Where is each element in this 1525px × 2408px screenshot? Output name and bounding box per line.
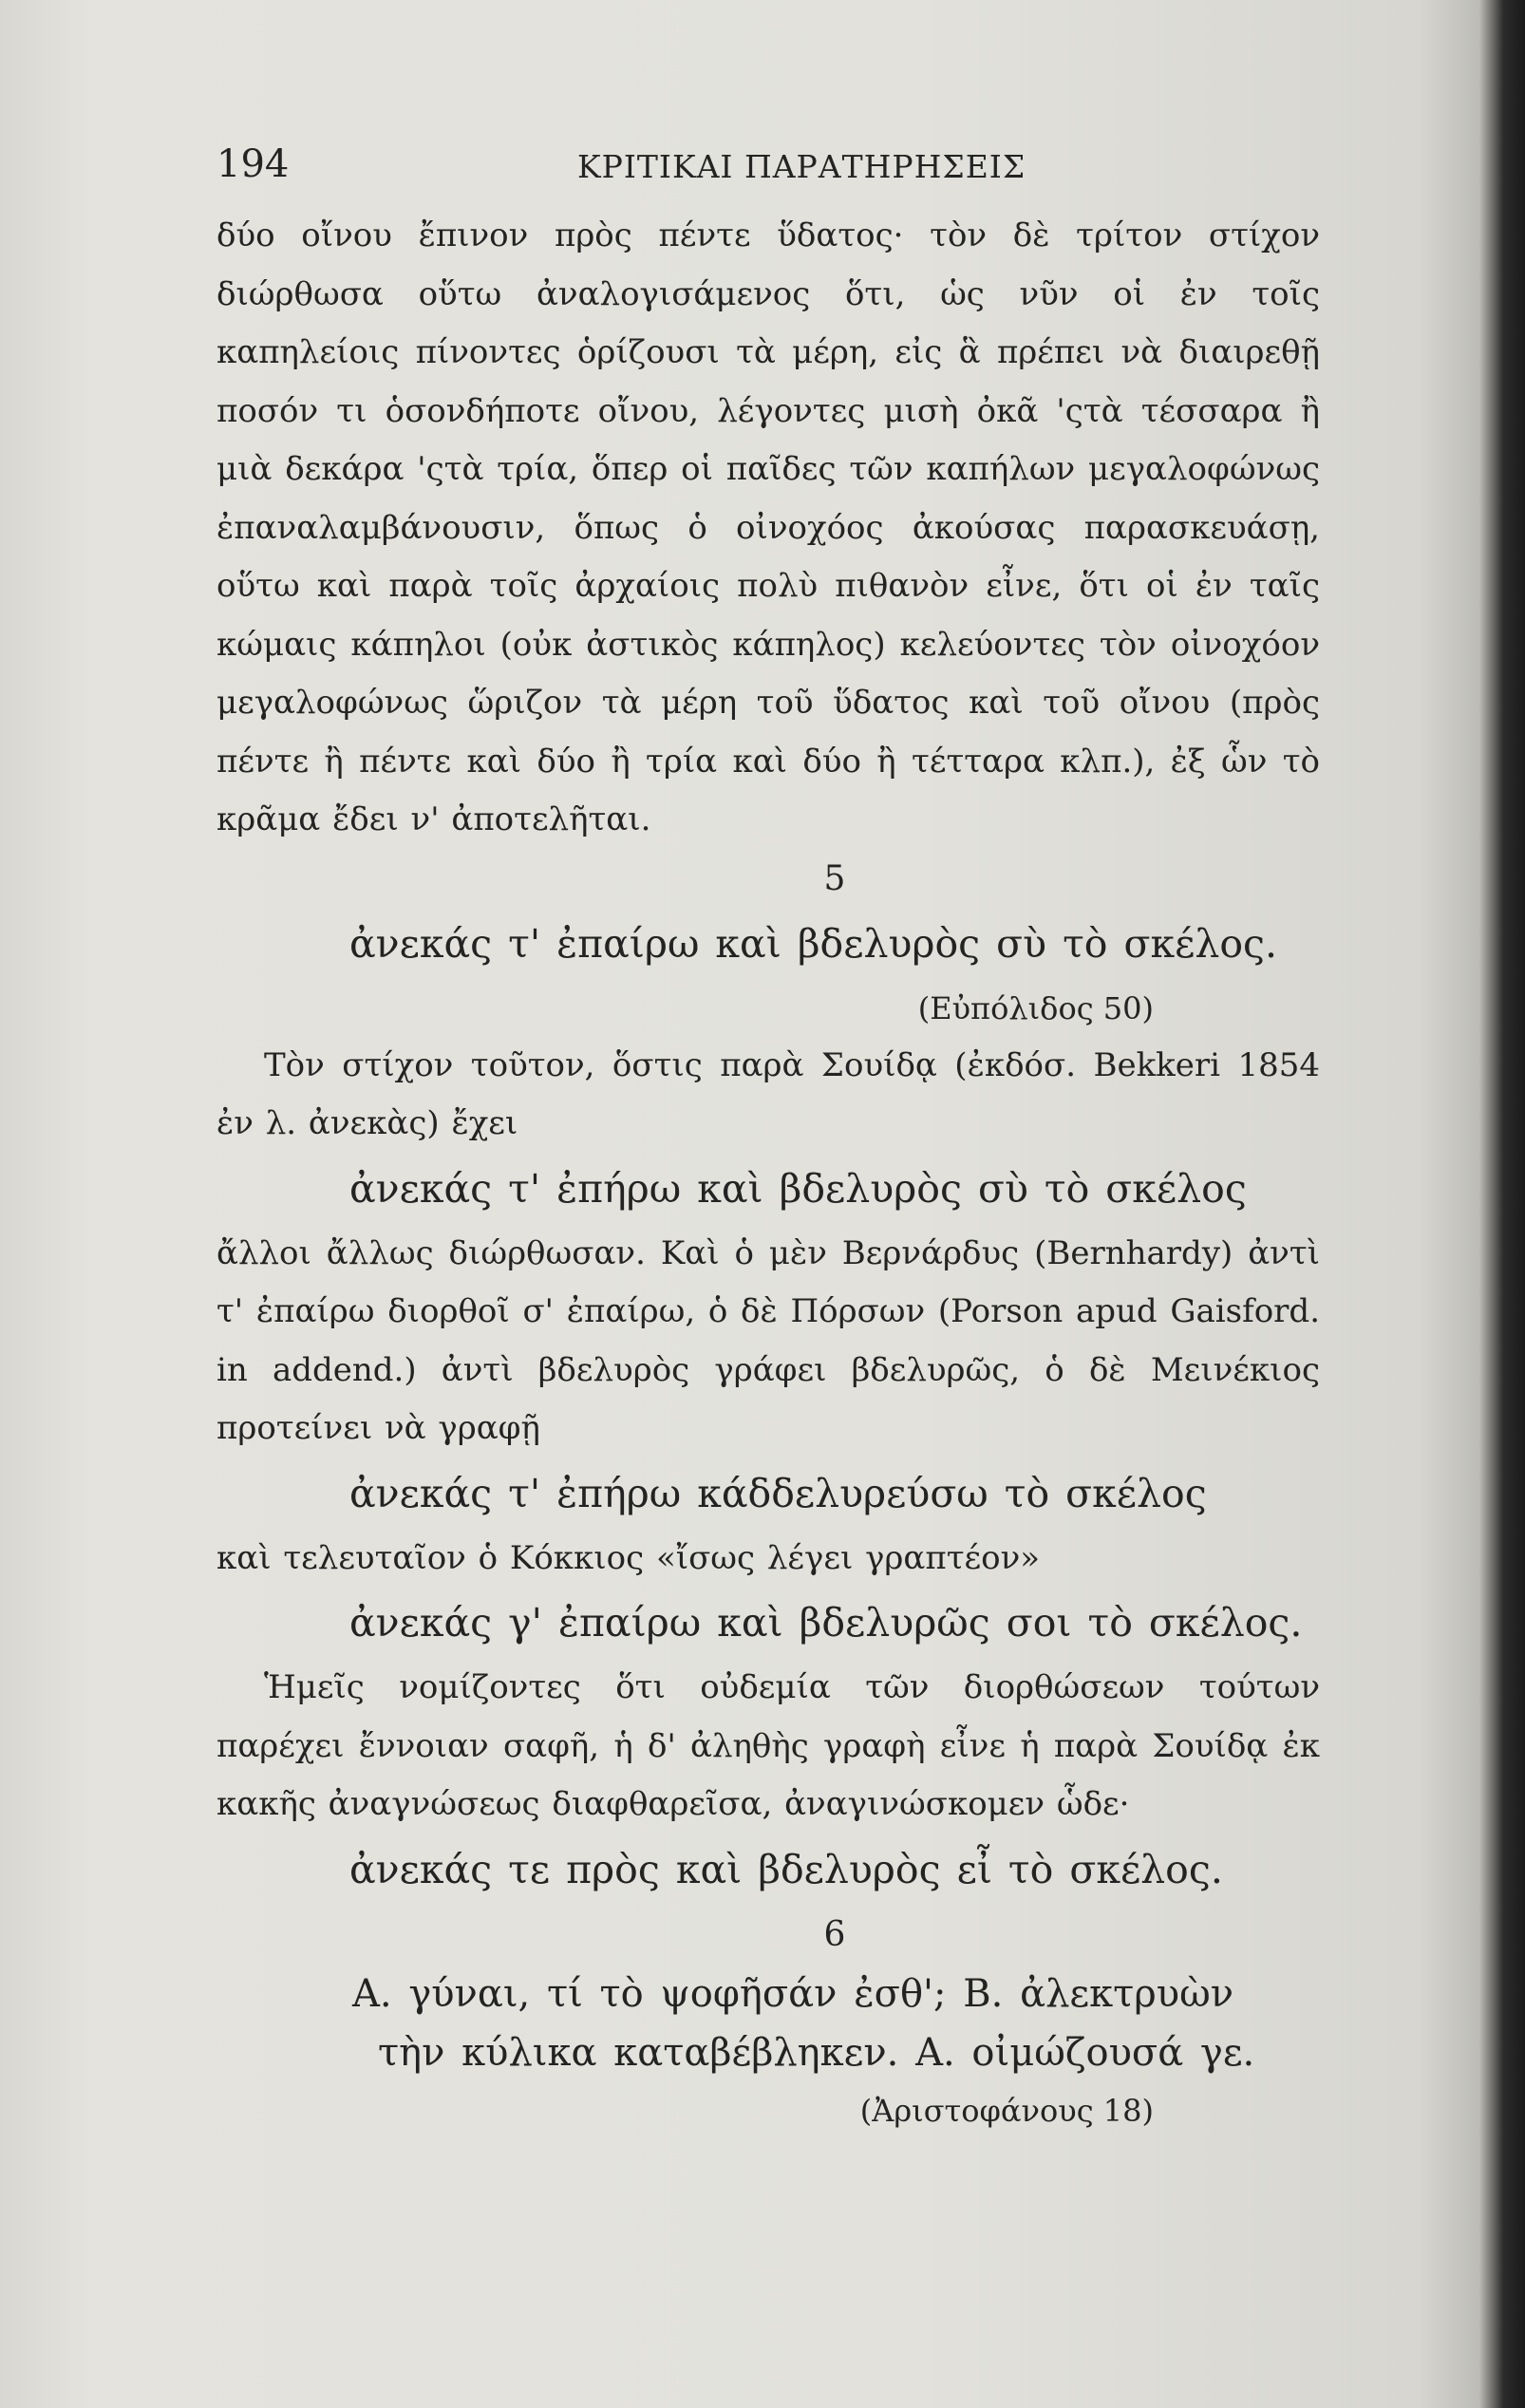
paragraph-emendations: ἄλλοι ἄλλως διώρθωσαν. Καὶ ὁ μὲν Βερνάρδυς (Bernhardy) ἀντὶ τ' ἐπαίρω διορθοῖ σ' ἐπαίρω, ὁ δὲ Πόρσων (Porson apud Gaisford. in addend.) ἀντὶ βδελυρὸς γράφει βδελυρῶς, ὁ δὲ Μεινέκιος προτείνει νὰ γραφῇ xyxy=(217,1233,1320,1447)
dialogue-line-2: τὴν κύλικα καταβέβληκεν. Α. οἰμώζουσά γε. xyxy=(378,2030,1255,2075)
verse-eupolis: ἀνεκάς τ' ἐπαίρω καὶ βδελυρὸς σὺ τὸ σκέλος. xyxy=(349,920,1278,967)
verse-meineke: ἀνεκάς τ' ἐπήρω κάδδελυρεύσω τὸ σκέλος xyxy=(349,1470,1207,1516)
citation-aristophanes: (Ἀριστοφάνους 18) xyxy=(859,2092,1154,2129)
paragraph-continuation: δύο οἴνου ἔπινον πρὸς πέντε ὕδατος· τὸν δὲ τρίτον στίχον διώρθωσα οὕτω ἀναλογισάμενος ὅτι, ὡς νῦν οἱ ἐν τοῖς καπηλείοις πίνοντες ὁρίζουσι τὰ μέρη, εἰς ἃ πρέπει νὰ διαιρεθῇ ποσόν τι ὁσονδήποτε οἴνου, λέγοντες μισὴ ὀκᾶ 'ςτὰ τέσσαρα ἢ μιὰ δεκάρα 'ςτὰ τρία, ὅπερ οἱ παῖδες τῶν καπήλων μεγαλοφώνως ἐπαναλαμβάνουσιν, ὅπως ὁ οἰνοχόος ἀκούσας παρασκευάσῃ, οὕτω καὶ παρὰ τοῖς ἀρχαίοις πολὺ πιθανὸν εἶνε, ὅτι οἱ ἐν ταῖς κώμαις κάπηλοι (οὐκ ἀστικὸς κάπηλος) κελεύοντες τὸν οἰνοχόον μεγαλοφώνως ὥριζον τὰ μέρη τοῦ ὕδατος καὶ τοῦ οἴνου (πρὸς πέντε ἢ πέντε καὶ δύο ἢ τρία καὶ δύο ἢ τέτταρα κλπ.), ἐξ ὧν τὸ κρᾶμα ἔδει ν' ἀποτελῆται. xyxy=(217,216,1320,838)
verse-kock: ἀνεκάς γ' ἐπαίρω καὶ βδελυρῶς σοι τὸ σκέλος. xyxy=(349,1600,1303,1646)
section-number-5: 5 xyxy=(823,858,846,898)
citation-eupolis: (Εὐπόλιδος 50) xyxy=(917,989,1154,1026)
page-number: 194 xyxy=(217,142,290,186)
paragraph-suidas: Τὸν στίχον τοῦτον, ὅστις παρὰ Σουίδᾳ (ἐκδόσ. Bekkeri 1854 ἐν λ. ἀνεκὰς) ἔχει xyxy=(217,1045,1320,1142)
verse-suidas: ἀνεκάς τ' ἐπήρω καὶ βδελυρὸς σὺ τὸ σκέλος xyxy=(349,1165,1247,1212)
section-number-6: 6 xyxy=(823,1914,846,1954)
paragraph-author-reading: Ἡμεῖς νομίζοντες ὅτι οὐδεμία τῶν διορθώσεων τούτων παρέχει ἔννοιαν σαφῆ, ἡ δ' ἀληθὴς γραφὴ εἶνε ἡ παρὰ Σουίδᾳ ἐκ κακῆς ἀναγνώσεως διαφθαρεῖσα, ἀναγινώσκομεν ὧδε· xyxy=(217,1668,1320,1823)
page-header xyxy=(217,142,1320,199)
running-head: ΚΡΙΤΙΚΑΙ ΠΑΡΑΤΗΡΗΣΕΙΣ xyxy=(577,148,1026,185)
page-body xyxy=(217,207,1320,2139)
paragraph-kock: καὶ τελευταῖον ὁ Κόκκιος «ἴσως λέγει γραπτέον» xyxy=(217,1538,1041,1577)
dialogue-line-1: Α. γύναι, τί τὸ ψοφῆσάν ἐσθ'; Β. ἀλεκτρυὼν xyxy=(352,1971,1234,2016)
verse-author: ἀνεκάς τε πρὸς καὶ βδελυρὸς εἶ τὸ σκέλος. xyxy=(349,1846,1223,1892)
